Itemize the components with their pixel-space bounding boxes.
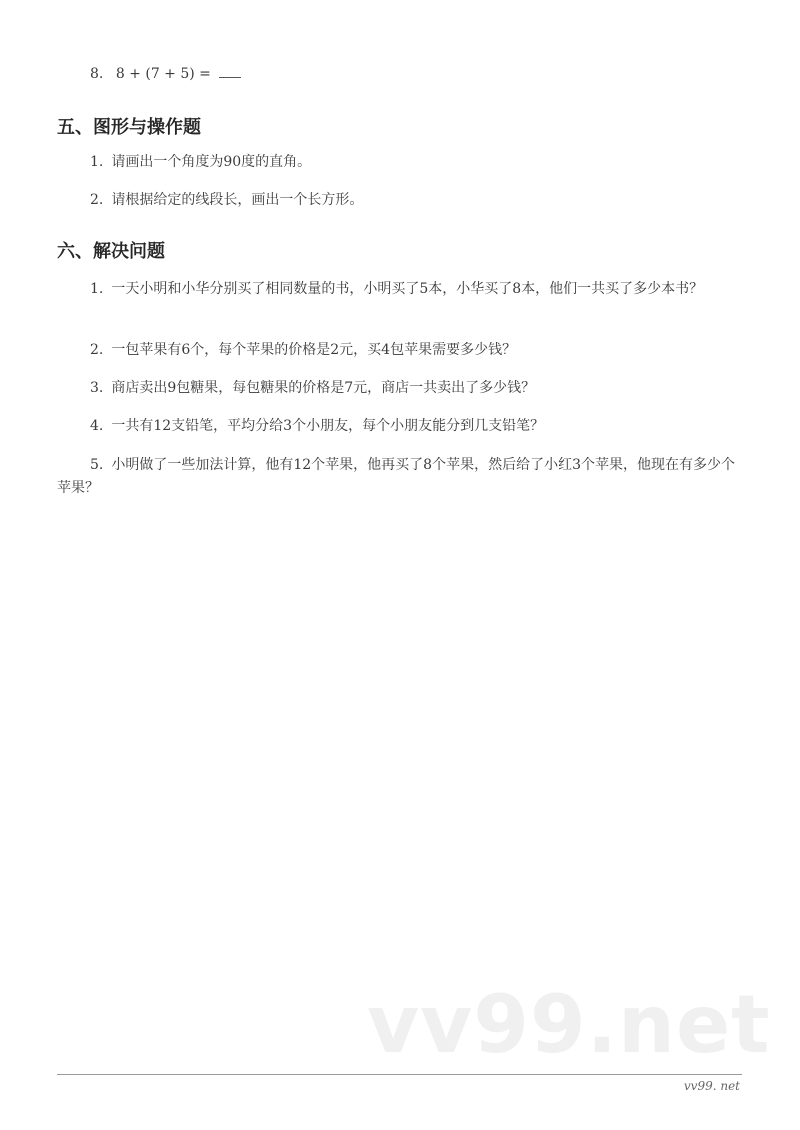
section-6-item-2 — [57, 339, 747, 362]
item-text: 一包苹果有6个，每个苹果的价格是2元，买4包苹果需要多少钱？ — [111, 342, 517, 358]
section-5-item-1 — [57, 151, 747, 174]
item-number: 1. — [90, 154, 104, 170]
watermark: vv99.net — [367, 978, 771, 1071]
item-text: 请根据给定的线段长，画出一个长方形。 — [111, 192, 364, 208]
answer-blank — [219, 65, 241, 78]
section-6-item-1 — [57, 278, 747, 301]
calc-item-8 — [90, 63, 241, 86]
item-number: 2. — [90, 342, 104, 358]
item-text: 商店卖出9包糖果，每包糖果的价格是7元，商店一共卖出了多少钱？ — [111, 380, 536, 396]
item-text: 一天小明和小华分别买了相同数量的书，小明买了5本，小华买了8本，他们一共买了多少本书？ — [111, 281, 704, 297]
item-text: 一共有12支铅笔，平均分给3个小朋友，每个小朋友能分到几支铅笔？ — [111, 418, 545, 434]
item-number: 8. — [90, 66, 104, 82]
section-6-item-5 — [57, 454, 747, 500]
item-number: 3. — [90, 380, 104, 396]
footer-divider — [57, 1074, 742, 1075]
section-6-heading: 六、解决问题 — [57, 241, 165, 262]
section-5-heading: 五、图形与操作题 — [57, 117, 201, 138]
section-6-item-4 — [57, 415, 747, 438]
footer-site-label: vv99. net — [683, 1079, 740, 1093]
item-number: 1. — [90, 281, 104, 297]
item-number: 4. — [90, 418, 104, 434]
item-text: 小明做了一些加法计算，他有12个苹果，他再买了8个苹果，然后给了小红3个苹果，他现在有多少个苹果？ — [57, 457, 735, 496]
section-6-item-3 — [57, 377, 747, 400]
item-number: 2. — [90, 192, 104, 208]
math-expression: 8 + (7 + 5) = — [115, 66, 211, 82]
section-5-item-2 — [57, 189, 747, 212]
item-number: 5. — [90, 457, 104, 473]
item-text: 请画出一个角度为90度的直角。 — [111, 154, 312, 170]
